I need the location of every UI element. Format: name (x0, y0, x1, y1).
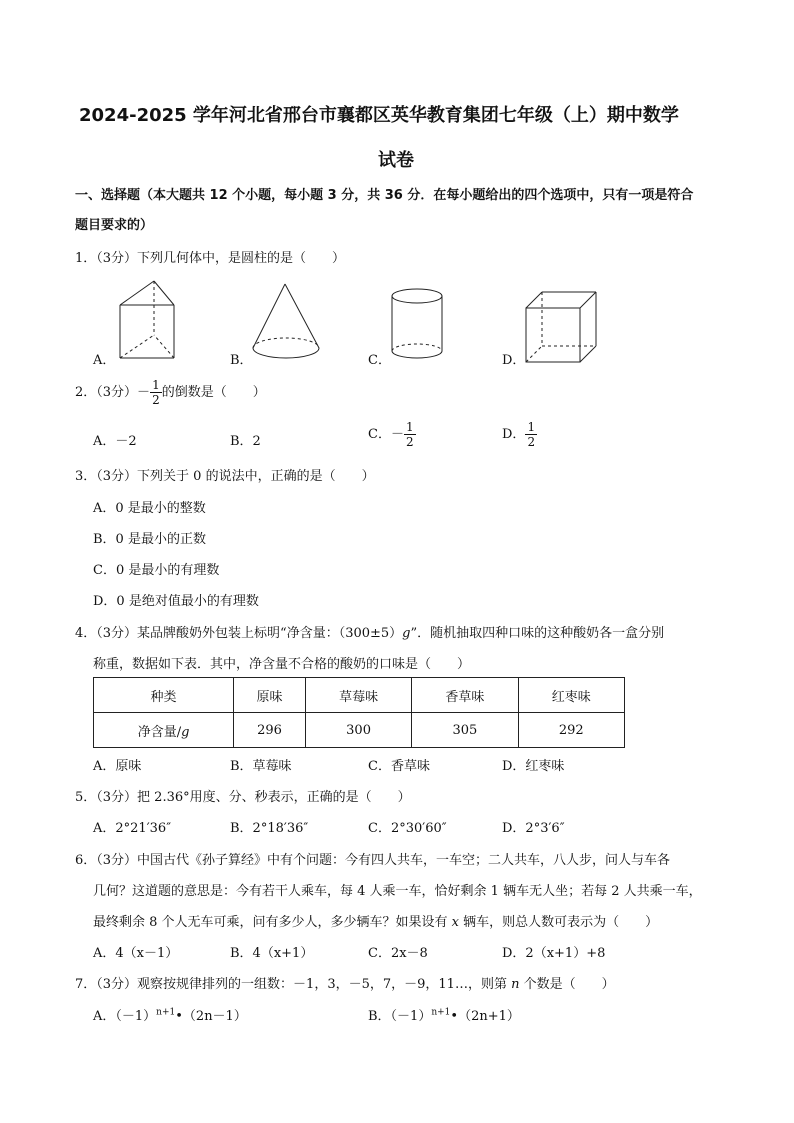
table-cell: 300 (305, 713, 411, 748)
q2-option-c-den: 2 (405, 435, 414, 449)
question-2-stem (75, 378, 266, 407)
q1-option-c[interactable]: C． (368, 353, 391, 368)
q2-option-c-num: 1 (405, 420, 414, 434)
q4-option-d[interactable]: D．红枣味 (502, 759, 565, 774)
q2-frac-num: 1 (152, 378, 160, 392)
q2-option-c-fraction (404, 420, 416, 449)
section-heading: 一、选择题（本大题共 12 个小题，每小题 3 分，共 36 分．在每小题给出的四个选项中，只有一项是符合 (75, 188, 694, 203)
q2-fraction (150, 378, 162, 407)
q2-option-d-den: 2 (527, 435, 536, 449)
net-content-table (93, 677, 625, 748)
q2-option-c-minus: － (390, 427, 404, 442)
q1-option-d[interactable]: D． (502, 353, 526, 368)
q2-option-d-fraction (525, 420, 537, 449)
q2-option-b[interactable]: B．2 (230, 434, 261, 449)
q6-option-a[interactable]: A．4（x－1） (93, 946, 179, 961)
table-header-cell: 红枣味 (518, 678, 624, 713)
q7-option-b-exponent: n+1 (431, 1007, 451, 1018)
q2-frac-den: 2 (152, 393, 160, 407)
table-cell: 292 (518, 713, 624, 748)
question-6-stem: 6．（3分）中国古代《孙子算经》中有个问题：今有四人共车，一车空；二人共车，八人步，问人与车各 (75, 853, 671, 868)
q7-option-b-base: B．（－1） (368, 1009, 432, 1024)
q2-suffix: 的倒数是（ ） (161, 385, 266, 400)
q4-option-a[interactable]: A．原味 (93, 759, 142, 774)
table-header-cell: 香草味 (412, 678, 518, 713)
q2-option-c-label: C． (368, 427, 391, 442)
question-4-stem (75, 622, 664, 641)
q1-option-a[interactable]: A． (93, 353, 116, 368)
q7-variable: n (511, 977, 520, 992)
q5-option-c[interactable]: C．2°30′60″ (368, 821, 447, 836)
cube-figure (522, 288, 600, 364)
q6-line3-a: 最终剩余 8 个人无车可乘，问有多少人，多少辆车？如果设有 (93, 915, 452, 930)
q2-minus: － (137, 385, 151, 400)
cylinder-figure (388, 287, 448, 363)
q4-option-b[interactable]: B．草莓味 (230, 759, 292, 774)
q4-line1: 4．（3分）某品牌酸奶外包装上标明“净含量：（300±5） (75, 626, 403, 641)
table-header-cell: 草莓味 (305, 678, 411, 713)
q2-option-c[interactable] (368, 420, 416, 449)
q2-option-d-label: D． (502, 427, 526, 442)
q7-option-b-rest: •（2n+1） (450, 1009, 520, 1024)
q6-option-b[interactable]: B．4（x+1） (230, 946, 314, 961)
q5-option-b[interactable]: B．2°18′36″ (230, 821, 309, 836)
question-3-stem: 3．（3分）下列关于 0 的说法中，正确的是（ ） (75, 469, 375, 484)
table-cell: 296 (234, 713, 306, 748)
table-row-unit: g (181, 724, 190, 740)
q3-option-c[interactable]: C．0 是最小的有理数 (93, 563, 220, 578)
q5-option-d[interactable]: D．2°3′6″ (502, 821, 565, 836)
page-title: 2024-2025 学年河北省邢台市襄都区英华教育集团七年级（上）期中数学 (79, 105, 679, 126)
section-heading-line2: 题目要求的） (75, 218, 154, 233)
q7-option-a-exponent: n+1 (156, 1007, 176, 1018)
q3-option-a[interactable]: A．0 是最小的整数 (93, 501, 206, 516)
question-5-stem: 5．（3分）把 2.36°用度、分、秒表示，正确的是（ ） (75, 790, 411, 805)
table-row-label (94, 713, 234, 748)
table-header-cell: 种类 (94, 678, 234, 713)
page-title-line2: 试卷 (378, 150, 414, 171)
question-6-stem-line2: 几何？这道题的意思是：今有若干人乘车，每 4 人乘一车，恰好剩余 1 辆车无人坐；若每 2 人共乘一车， (93, 884, 702, 899)
table-row-label-text: 净含量/ (137, 724, 182, 740)
table-cell: 305 (412, 713, 518, 748)
q7-option-a[interactable] (93, 1005, 247, 1024)
q2-prefix: 2．（3分） (75, 385, 138, 400)
table-header-cell: 原味 (234, 678, 306, 713)
q2-option-a[interactable]: A．－2 (93, 434, 137, 449)
q7-stem-b: 个数是（ ） (519, 977, 615, 992)
q5-option-a[interactable]: A．2°21′36″ (93, 821, 172, 836)
question-6-stem-line3 (93, 911, 658, 930)
q7-stem-a: 7．（3分）观察按规律排列的一组数：－1，3，－5，7，－9，11…，则第 (75, 977, 512, 992)
q2-option-d-num: 1 (527, 420, 536, 434)
q7-option-a-rest: •（2n－1） (175, 1009, 247, 1024)
question-4-stem-line2: 称重，数据如下表．其中，净含量不合格的酸奶的口味是（ ） (93, 657, 471, 672)
table-row (94, 713, 625, 748)
cone-figure (247, 282, 327, 362)
q4-option-c[interactable]: C．香草味 (368, 759, 430, 774)
q6-option-d[interactable]: D．2（x+1）+8 (502, 946, 606, 961)
q3-option-b[interactable]: B．0 是最小的正数 (93, 532, 206, 547)
q6-variable: x (451, 915, 460, 930)
question-7-stem (75, 973, 615, 992)
q7-option-b[interactable] (368, 1005, 520, 1024)
triangular-prism-figure (110, 278, 185, 363)
q4-line1-rest: ”．随机抽取四种口味的这种酸奶各一盒分别 (410, 626, 665, 641)
question-1-stem: 1．（3分）下列几何体中，是圆柱的是（ ） (75, 251, 346, 266)
q6-option-c[interactable]: C．2x－8 (368, 946, 428, 961)
q3-option-d[interactable]: D．0 是绝对值最小的有理数 (93, 594, 259, 609)
q7-option-a-base: A．（－1） (93, 1009, 157, 1024)
q1-option-b[interactable]: B． (230, 353, 253, 368)
q4-unit: g (402, 626, 411, 641)
table-header-row (94, 678, 625, 713)
q6-line3-b: 辆车，则总人数可表示为（ ） (459, 915, 659, 930)
q2-option-d[interactable] (502, 420, 537, 449)
